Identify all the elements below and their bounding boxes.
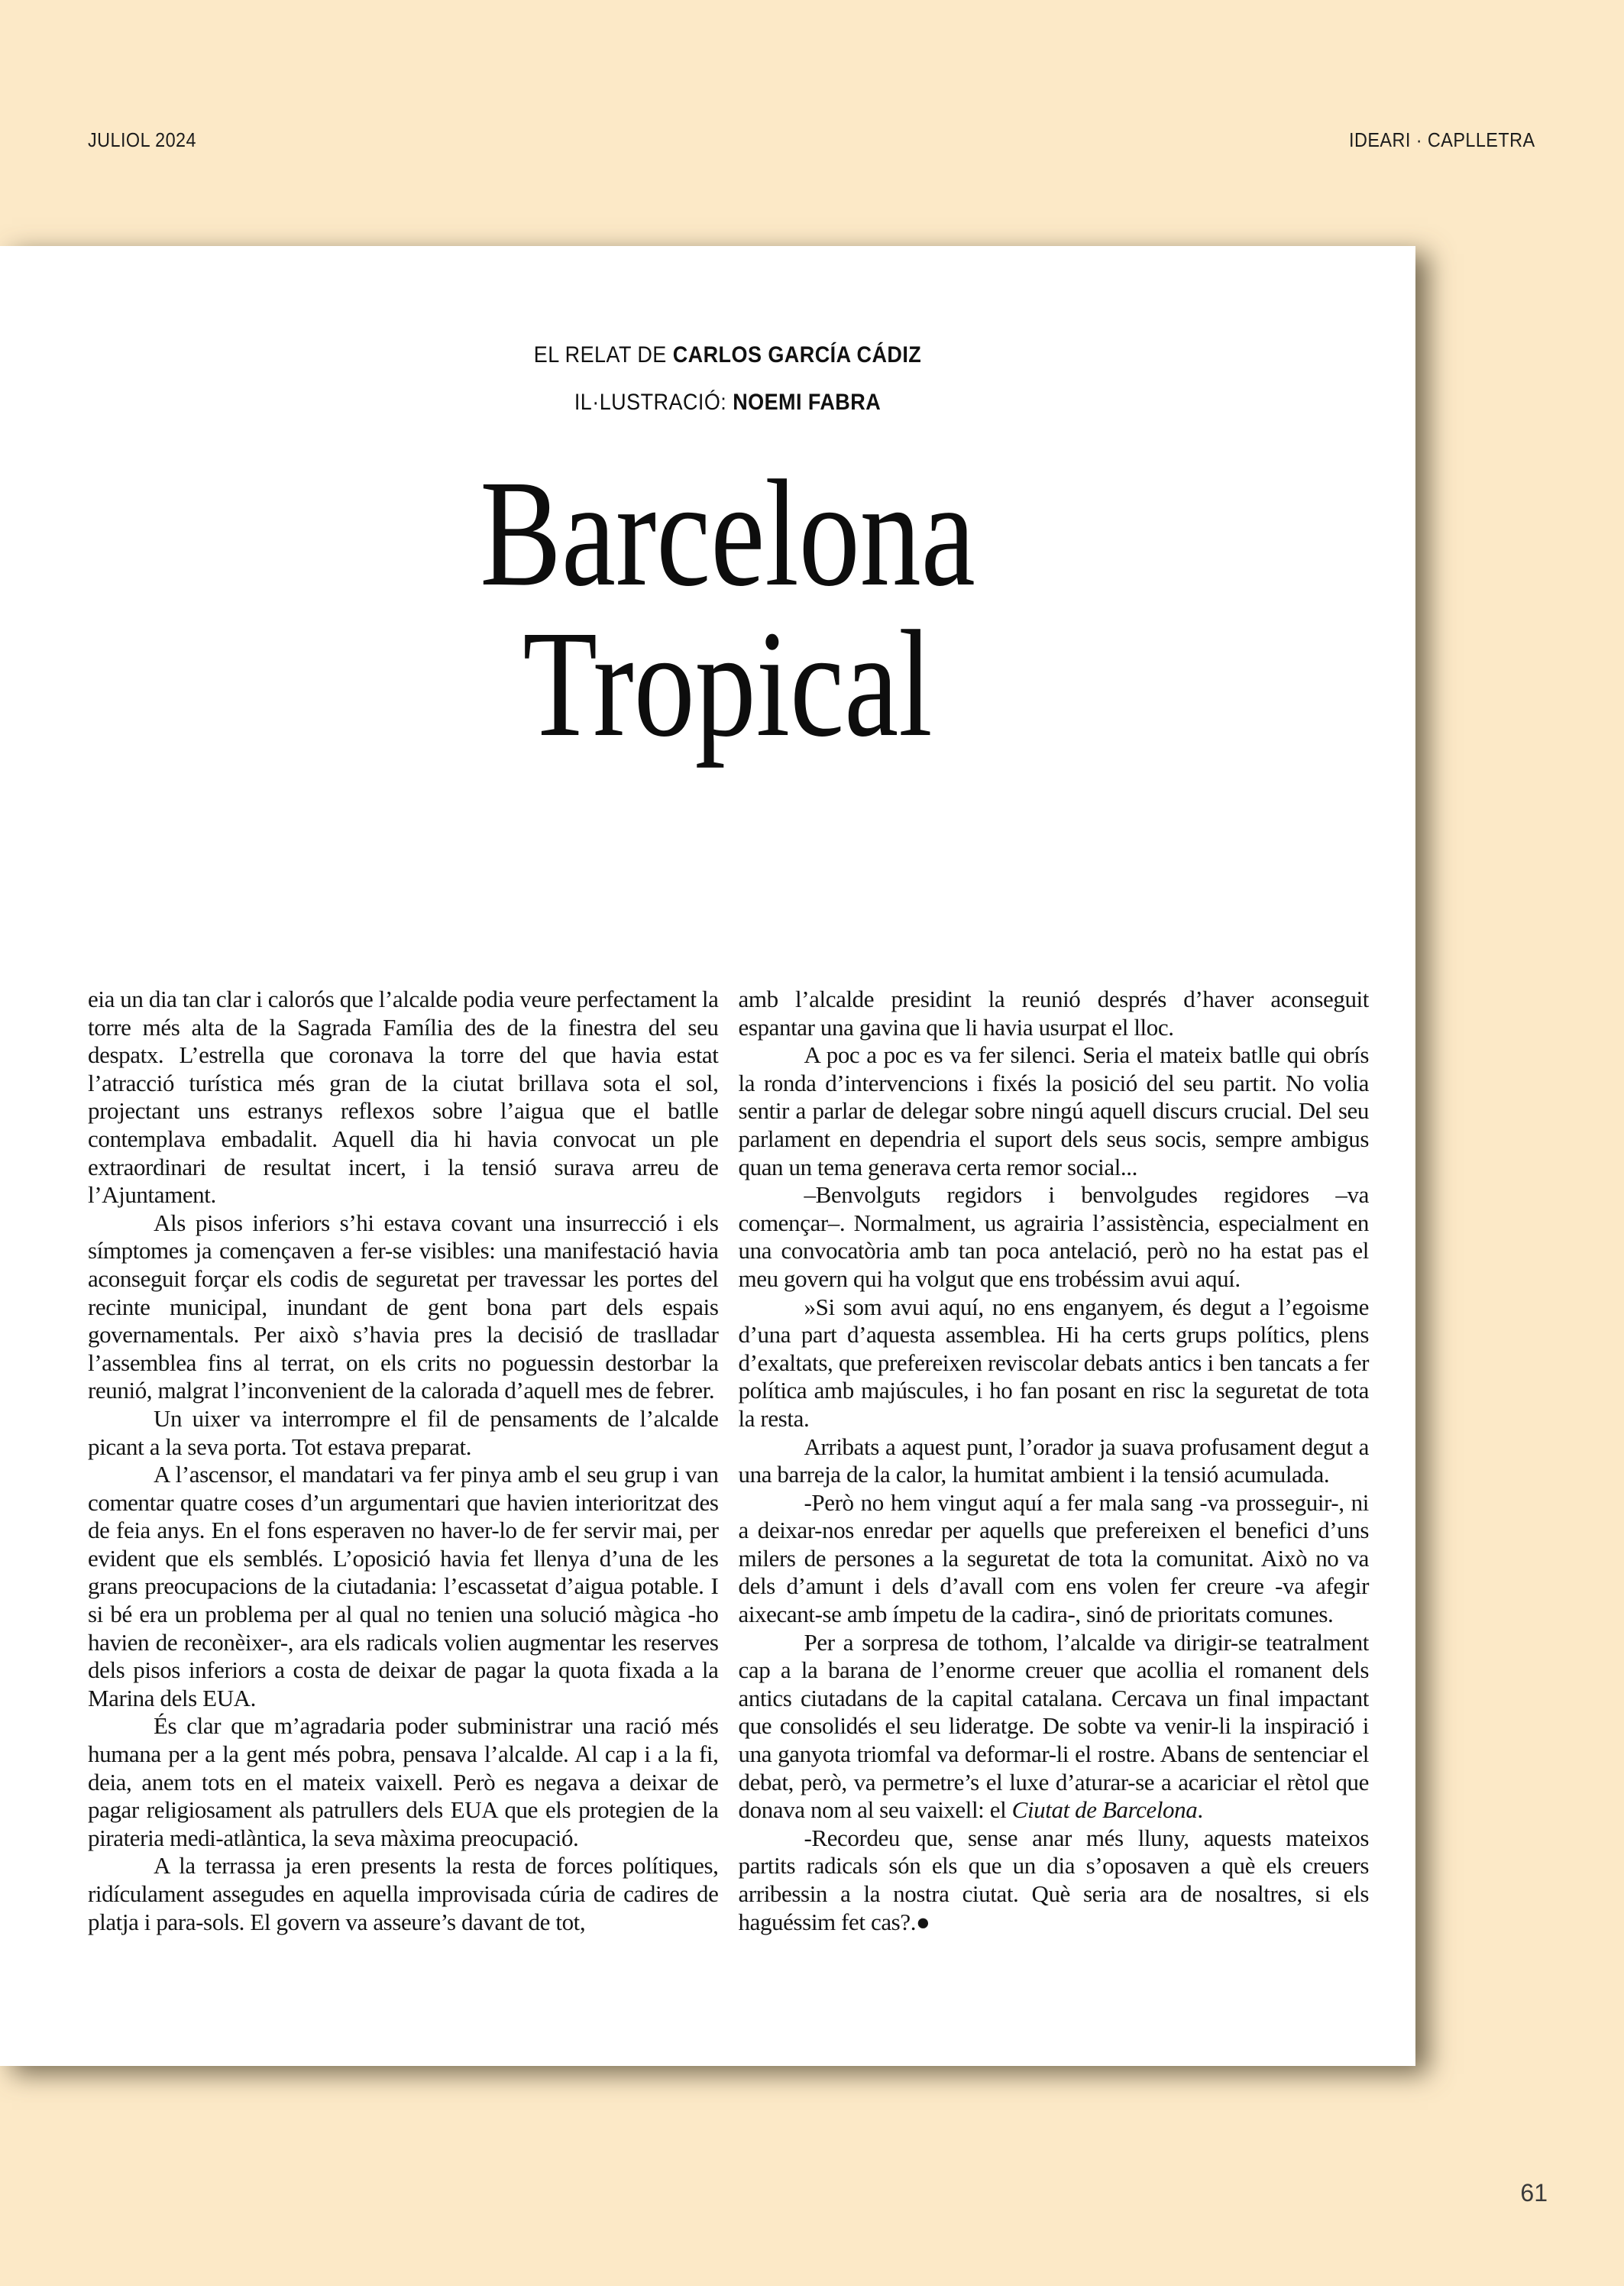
paragraph: A la terrassa ja eren presents la resta de forces polítiques, ridículament assegudes en aquella improvisada cúria de cadires de platja i para-sols. El govern va asseure’s davant de tot, [88, 1852, 719, 1935]
paragraph: A l’ascensor, el mandatari va fer pinya amb el seu grup i van comentar quatre coses d’un argumentari que havien interioritzat des de feia anys. En el fons esperaven no haver-lo de fer servir mai, per evident que els semblés. L’oposició havia fet llenya d’una de les grans preocupacions de la ciutadania: l’escassetat d’aigua potable. I si bé era un problema per al qual no tenien una solució màgica -ho havien de reconèixer-, ara els radicals volien augmentar les reserves dels pisos inferiors a costa de deixar de pagar la quota fixada a la Marina dels EUA. [88, 1461, 719, 1711]
paragraph: eia un dia tan clar i calorós que l’alcalde podia veure perfectament la torre més alta de la Sagrada Família des de la finestra del seu despatx. L’estrella que coronava la torre del que havia estat l’atracció turística més gran de la ciutat brillava sota el sol, projectant uns estranys reflexos sobre l’aigua que el batlle contemplava embadalit. Aquell dia hi havia convocat un ple extraordinari de resultat incert, i la tensió surava arreu de l’Ajuntament. [88, 986, 719, 1209]
column-left [88, 986, 719, 1936]
article-title-line1: Barcelona [480, 449, 975, 618]
running-head-issue: JULIOL 2024 [88, 128, 196, 151]
paragraph: amb l’alcalde presidint la reunió després d’haver aconseguit espantar una gavina que li havia usurpat el lloc. [738, 986, 1369, 1041]
paragraph-text: Per a sorpresa de tothom, l’alcalde va dirigir-se teatralment cap a la barana de l’enorme creuer que acollia el romanent dels antics ciutadans de la capital catalana. Cercava un final impactant que consolidés el seu lideratge. De sobte va venir-li la inspiració i una ganyota triomfal va deformar-li el rostre. Abans de sentenciar el debat, però, va permetre’s el luxe d’aturar-se a acariciar el rètol que donava nom al seu vaixell: el [738, 1628, 1369, 1824]
paragraph: A poc a poc es va fer silenci. Seria el mateix batlle qui obrís la ronda d’intervencions i fixés la posició del seu partit. No volia sentir a parlar de delegar sobre ningú aquell discurs crucial. Del seu parlament en dependria el suport dels seus socis, sempre ambigus quan un tema generava certa remor social... [738, 1041, 1369, 1180]
page-number: 61 [1520, 2179, 1548, 2207]
byline-illustrator: NOEMI FABRA [733, 390, 882, 415]
byline-illustration [152, 379, 1304, 426]
article-title [216, 449, 1240, 769]
paragraph-text: . [1197, 1796, 1203, 1824]
paragraph: -Recordeu que, sense anar més lluny, aquests mateixos partits radicals són els que un dia s’oposaven a què els creuers arribessin a la nostra ciutat. Què seria ara de nosaltres, si els haguéssim fet cas?.● [738, 1824, 1369, 1935]
column-right [739, 986, 1370, 1936]
paragraph: –Benvolguts regidors i benvolgudes regidores –va començar–. Normalment, us agrairia l’assistència, especialment en una convocatòria amb tan poca antelació, però no ha estat pas el meu govern qui ha volgut que ens trobéssim avui aquí. [738, 1181, 1369, 1292]
paragraph: Als pisos inferiors s’hi estava covant una insurrecció i els símptomes ja començaven a fer-se visibles: una manifestació havia aconseguit forçar els codis de seguretat per travessar les portes del recinte municipal, inundant de gent bona part dels espais governamentals. Per això s’havia pres la decisió de traslladar l’assemblea fins al terrat, on els crits no poguessin destorbar la reunió, malgrat l’inconvenient de la calorada d’aquell mes de febrer. [88, 1209, 719, 1404]
byline-story-prefix: EL RELAT DE [533, 342, 673, 368]
paper-sheet [0, 246, 1415, 2066]
ship-name: Ciutat de Barcelona [1011, 1796, 1198, 1824]
paragraph: Arribats a aquest punt, l’orador ja suava profusament degut a una barreja de la calor, la humitat ambient i la tensió acumulada. [738, 1433, 1369, 1488]
byline-author: CARLOS GARCÍA CÁDIZ [672, 342, 922, 368]
article-title-line2: Tropical [522, 600, 933, 769]
paragraph: Un uixer va interrompre el fil de pensaments de l’alcalde picant a la seva porta. Tot estava preparat. [88, 1404, 719, 1460]
paragraph [739, 1629, 1370, 1825]
byline-story [152, 332, 1304, 379]
article-body [88, 986, 1369, 1936]
byline [152, 332, 1304, 426]
running-head-section: IDEARI · CAPLLETRA [1349, 128, 1535, 151]
paragraph: -Però no hem vingut aquí a fer mala sang -va prosseguir-, ni a deixar-nos enredar per aquells que prefereixen el benefici d’uns milers de persones a la seguretat de tota la comunitat. Això no va dels d’amunt i dels d’avall com ens volen fer creure -va afegir aixecant-se amb ímpetu de la cadira-, sinó de prioritats comunes. [738, 1488, 1369, 1628]
paragraph: »Si som avui aquí, no ens enganyem, és degut a l’egoisme d’una part d’aquesta assemblea. Hi ha certs grups polítics, plens d’exaltats, que prefereixen reviscolar debats antics i ben tancats a fer política amb majúscules, i ho fan posant en risc la seguretat de tota la resta. [738, 1293, 1369, 1432]
paragraph: És clar que m’agradaria poder subministrar una ració més humana per a la gent més pobra, pensava l’alcalde. Al cap i a la fi, deia, anem tots en el mateix vaixell. Però es negava a deixar de pagar religiosament als patrullers dels EUA que els protegien de la pirateria medi-atlàntica, la seva màxima preocupació. [88, 1712, 719, 1851]
byline-illustration-prefix: IL·LUSTRACIÓ: [574, 390, 733, 415]
